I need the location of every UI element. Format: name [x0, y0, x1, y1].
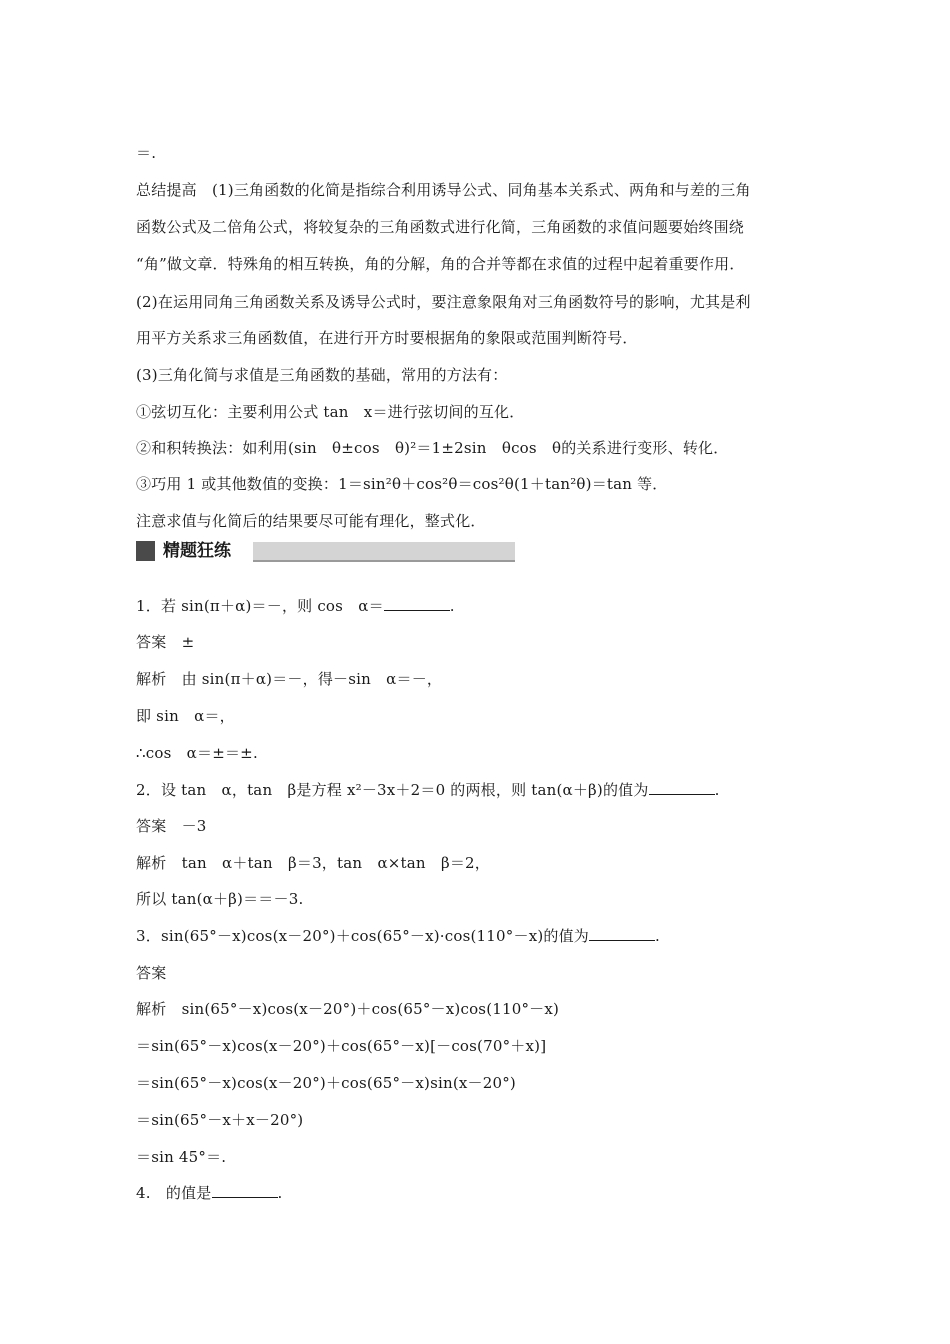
problem-2-answer: 答案 －3	[136, 817, 207, 835]
answer-blank	[589, 926, 655, 941]
problem-4-end: .	[277, 1184, 283, 1202]
problem-3-solution-5: ＝sin 45°＝.	[136, 1148, 227, 1166]
summary-line-5: (2)在运用同角三角函数关系及诱导公式时，要注意象限角对三角函数符号的影响，尤其是利	[136, 293, 751, 311]
summary-line-6: 用平方关系求三角函数值，在进行开方时要根据角的象限或范围判断符号．	[136, 329, 638, 347]
problem-3-end: .	[655, 927, 660, 945]
problem-2-question	[136, 780, 720, 800]
problem-2-text: 2．设 tan α，tan β是方程 x²－3x＋2＝0 的两根，则 tan(α＋β)的值为	[136, 781, 649, 799]
problem-1-text: 1．若 sin(π＋α)＝－，则 cos α＝	[136, 597, 384, 615]
problem-3-solution-1: 解析 sin(65°－x)cos(x－20°)＋cos(65°－x)cos(110°－x)	[136, 1000, 560, 1018]
problem-2-end: .	[714, 781, 720, 799]
summary-line-4: “角”做文章．特殊角的相互转换，角的分解，角的合并等都在求值的过程中起着重要作用．	[136, 255, 745, 273]
problem-3-solution-2: ＝sin(65°－x)cos(x－20°)＋cos(65°－x)[－cos(70°＋x)]	[136, 1037, 547, 1055]
problem-4-text: 4. 的值是	[136, 1184, 212, 1202]
answer-blank	[212, 1183, 278, 1198]
problem-1-solution-2: 即 sin α＝，	[136, 707, 235, 725]
answer-blank	[649, 780, 715, 795]
problem-3-solution-3: ＝sin(65°－x)cos(x－20°)＋cos(65°－x)sin(x－20°)	[136, 1074, 516, 1092]
section-square-icon	[136, 541, 155, 561]
summary-line-9: ②和积转换法：如利用(sin θ±cos θ)²＝1±2sin θcos θ的关系进行变形、转化．	[136, 439, 729, 457]
summary-line-10: ③巧用 1 或其他数值的变换：1＝sin²θ＋cos²θ＝cos²θ(1＋tan²θ)＝tan 等．	[136, 475, 668, 493]
section-decor-bar	[253, 542, 515, 562]
section-title: 精题狂练	[163, 541, 231, 561]
problem-3-solution-4: ＝sin(65°－x＋x－20°)	[136, 1111, 304, 1129]
summary-line-1: ＝.	[136, 144, 157, 162]
section-header	[136, 541, 516, 563]
answer-blank	[384, 596, 450, 611]
summary-line-7: (3)三角化简与求值是三角函数的基础，常用的方法有：	[136, 366, 508, 384]
problem-1-answer: 答案 ±	[136, 633, 195, 651]
problem-3-question	[136, 926, 660, 946]
summary-line-2: 总结提高 (1)三角函数的化简是指综合利用诱导公式、同角基本关系式、两角和与差的三角	[136, 181, 751, 199]
problem-3-answer: 答案	[136, 964, 167, 982]
problem-2-solution-1: 解析 tan α＋tan β＝3，tan α×tan β＝2，	[136, 854, 490, 872]
problem-4-question	[136, 1183, 282, 1203]
problem-3-text: 3．sin(65°－x)cos(x－20°)＋cos(65°－x)·cos(110°－x)的值为	[136, 927, 590, 945]
problem-1-question	[136, 596, 455, 616]
summary-line-3: 函数公式及二倍角公式，将较复杂的三角函数式进行化简，三角函数的求值问题要始终围绕	[136, 218, 745, 236]
problem-1-end: .	[449, 597, 455, 615]
problem-2-solution-2: 所以 tan(α＋β)＝＝－3.	[136, 890, 304, 908]
summary-line-8: ①弦切互化：主要利用公式 tan x＝进行弦切间的互化．	[136, 403, 525, 421]
problem-1-solution-3: ∴cos α＝±＝±.	[136, 744, 258, 762]
summary-line-11: 注意求值与化简后的结果要尽可能有理化，整式化．	[136, 512, 486, 530]
problem-1-solution-1: 解析 由 sin(π＋α)＝－，得－sin α＝－，	[136, 670, 443, 688]
